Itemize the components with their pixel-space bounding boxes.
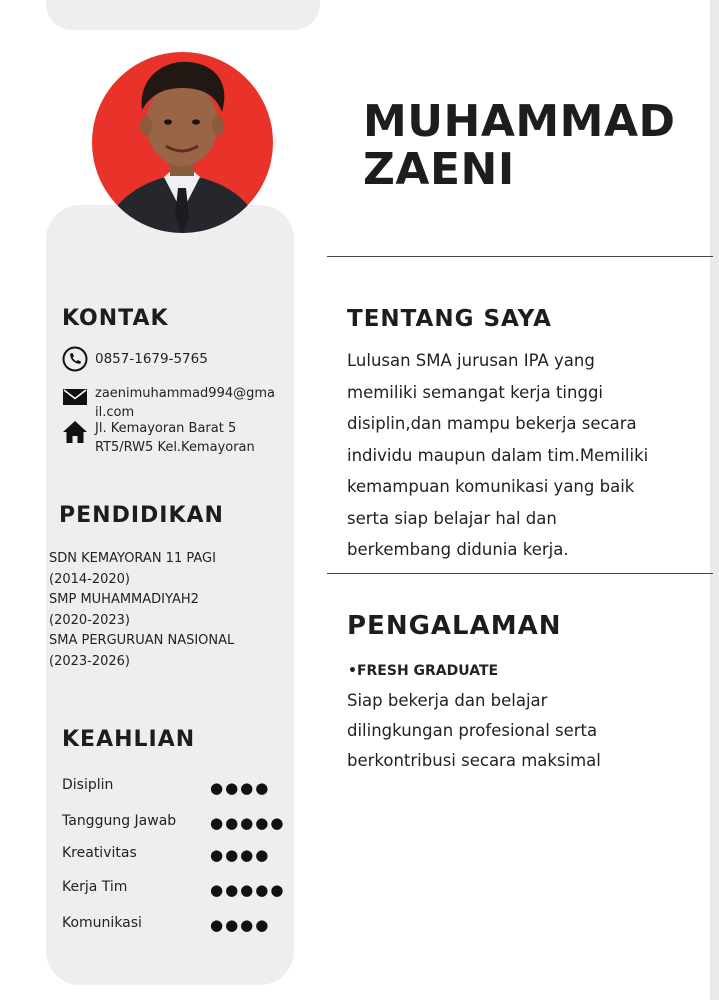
- skill-rating: ●●●●●: [210, 814, 286, 832]
- address-line-1: Jl. Kemayoran Barat 5: [95, 421, 237, 436]
- about-line: individu maupun dalam tim.Memiliki: [347, 445, 649, 465]
- about-line: Lulusan SMA jurusan IPA yang: [347, 351, 595, 370]
- experience-line: Siap bekerja dan belajar: [347, 691, 548, 710]
- education-title: PENDIDIKAN: [59, 503, 224, 528]
- skill-name: Tanggung Jawab: [62, 813, 177, 829]
- name-line-2: ZAENI: [363, 144, 515, 195]
- name-line-1: MUHAMMAD: [363, 96, 676, 147]
- skills-title: KEAHLIAN: [62, 727, 196, 752]
- skill-rating: ●●●●: [210, 779, 271, 797]
- education-line: (2020-2023): [49, 612, 131, 628]
- education-line: SMA PERGURUAN NASIONAL: [49, 633, 235, 648]
- experience-heading: •FRESH GRADUATE: [348, 663, 499, 679]
- phone-icon: [62, 346, 88, 372]
- about-line: disiplin,dan mampu bekerja secara: [347, 414, 637, 433]
- about-line: memiliki semangat kerja tinggi: [347, 382, 604, 402]
- experience-line: berkontribusi secara maksimal: [347, 751, 601, 770]
- top-decoration: [46, 0, 320, 30]
- address-line-2: RT5/RW5 Kel.Kemayoran: [95, 440, 255, 455]
- about-line: serta siap belajar hal dan: [347, 508, 557, 528]
- contact-title: KONTAK: [62, 306, 169, 331]
- profile-photo: [92, 52, 273, 233]
- full-name: [363, 98, 676, 194]
- skill-rating: ●●●●: [210, 916, 271, 934]
- contact-address: [62, 419, 255, 457]
- contact-email: [62, 384, 275, 422]
- experience-line: dilingkungan profesional serta: [347, 721, 598, 740]
- address: [95, 419, 255, 457]
- about-title: TENTANG SAYA: [347, 306, 552, 332]
- education-line: SDN KEMAYORAN 11 PAGI: [49, 551, 216, 566]
- page-edge: [710, 0, 719, 1000]
- email-line-1: zaenimuhammad994@gma: [95, 386, 275, 401]
- email-line-2: il.com: [95, 405, 135, 420]
- phone-number: 0857-1679-5765: [95, 351, 208, 367]
- contact-phone: [62, 346, 208, 372]
- skill-rating: ●●●●●: [210, 881, 286, 899]
- about-line: berkembang didunia kerja.: [347, 540, 569, 559]
- education-line: SMP MUHAMMADIYAH2: [49, 592, 199, 607]
- skill-name: Komunikasi: [62, 915, 142, 931]
- education-list: [49, 549, 234, 672]
- divider-middle: [327, 573, 713, 574]
- experience-text: [347, 686, 601, 776]
- skill-name: Disiplin: [62, 777, 114, 793]
- education-line: (2014-2020): [49, 571, 131, 587]
- home-icon: [62, 419, 88, 445]
- divider-top: [327, 256, 713, 257]
- about-line: kemampuan komunikasi yang baik: [347, 477, 635, 496]
- experience-title: PENGALAMAN: [347, 611, 562, 641]
- about-text: [347, 345, 648, 566]
- education-line: (2023-2026): [49, 653, 131, 669]
- skill-rating: ●●●●: [210, 846, 271, 864]
- email-address: [95, 384, 275, 422]
- mail-icon: [62, 384, 88, 410]
- skill-name: Kreativitas: [62, 845, 137, 861]
- skill-name: Kerja Tim: [62, 879, 128, 895]
